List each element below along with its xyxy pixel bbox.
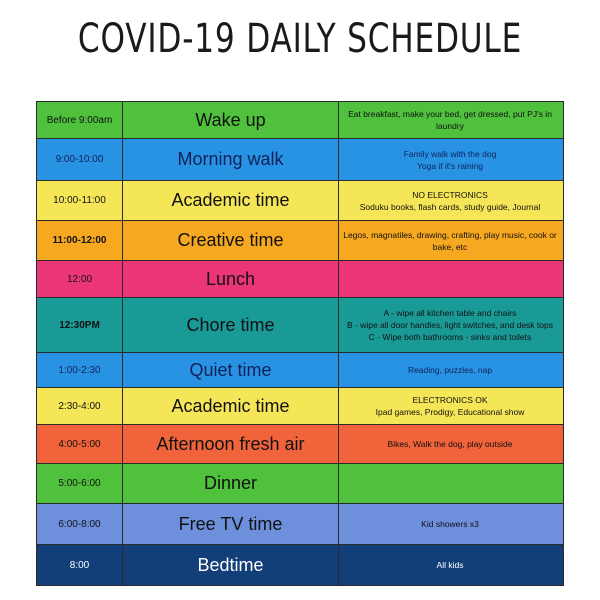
table-row: [37, 425, 563, 464]
notes-cell: All kids: [436, 560, 464, 570]
notes-cell: Legos, magnatiles, drawing, crafting, play music, cook or bake, etc: [343, 229, 557, 252]
time-cell: 8:00: [37, 545, 123, 585]
table-row: [37, 261, 563, 298]
table-row: [37, 221, 563, 261]
activity-cell: Academic time: [123, 388, 339, 424]
notes-cell: NO ELECTRONICS Soduku books, flash cards, study guide, Journal: [359, 189, 541, 212]
table-row: [37, 504, 563, 545]
notes-cell: Eat breakfast, make your bed, get dressed, put PJ's in laundry: [348, 109, 552, 131]
activity-cell: Quiet time: [123, 353, 339, 387]
time-cell: 4:00-5:00: [37, 425, 123, 463]
activity-cell: Lunch: [123, 261, 339, 297]
table-row: [37, 102, 563, 139]
notes-cell: Reading, puzzles, nap: [407, 365, 493, 375]
notes-cell: Kid showers x3: [421, 519, 479, 529]
table-row: [37, 298, 563, 353]
time-cell: 11:00-12:00: [37, 221, 123, 260]
activity-cell: Bedtime: [123, 545, 339, 585]
notes-cell: [339, 464, 561, 503]
activity-cell: Academic time: [123, 181, 339, 220]
notes-cell: Family walk with the dog Yoga if it's raining: [403, 148, 497, 171]
notes-cell: [339, 261, 561, 297]
time-cell: 5:00-6:00: [37, 464, 123, 503]
time-cell: Before 9:00am: [37, 102, 123, 138]
time-cell: 9:00-10:00: [37, 139, 123, 180]
time-cell: 2:30-4:00: [37, 388, 123, 424]
activity-cell: Afternoon fresh air: [123, 425, 339, 463]
activity-cell: Morning walk: [123, 139, 339, 180]
table-row: [37, 181, 563, 221]
activity-cell: Free TV time: [123, 504, 339, 544]
time-cell: 10:00-11:00: [37, 181, 123, 220]
table-row: [37, 464, 563, 504]
table-row: [37, 388, 563, 425]
table-row: [37, 353, 563, 388]
notes-cell: ELECTRONICS OK Ipad games, Prodigy, Educational show: [375, 395, 525, 417]
notes-cell: A - wipe all kitchen table and chairs B - wipe all door handles, light switches, and desk tops C - Wipe both bathrooms - sinks and toilets: [346, 308, 553, 342]
activity-cell: Creative time: [123, 221, 339, 260]
activity-cell: Chore time: [123, 298, 339, 352]
time-cell: 6:00-8:00: [37, 504, 123, 544]
activity-cell: Dinner: [123, 464, 339, 503]
table-row: [37, 545, 563, 586]
time-cell: 12:00: [37, 261, 123, 297]
schedule-table: [36, 101, 564, 586]
notes-cell: Bikes, Walk the dog, play outside: [387, 439, 513, 449]
page-title: COVID-19 DAILY SCHEDULE: [77, 16, 523, 62]
time-cell: 1:00-2:30: [37, 353, 123, 387]
table-row: [37, 139, 563, 181]
time-cell: 12:30PM: [37, 298, 123, 352]
activity-cell: Wake up: [123, 102, 339, 138]
